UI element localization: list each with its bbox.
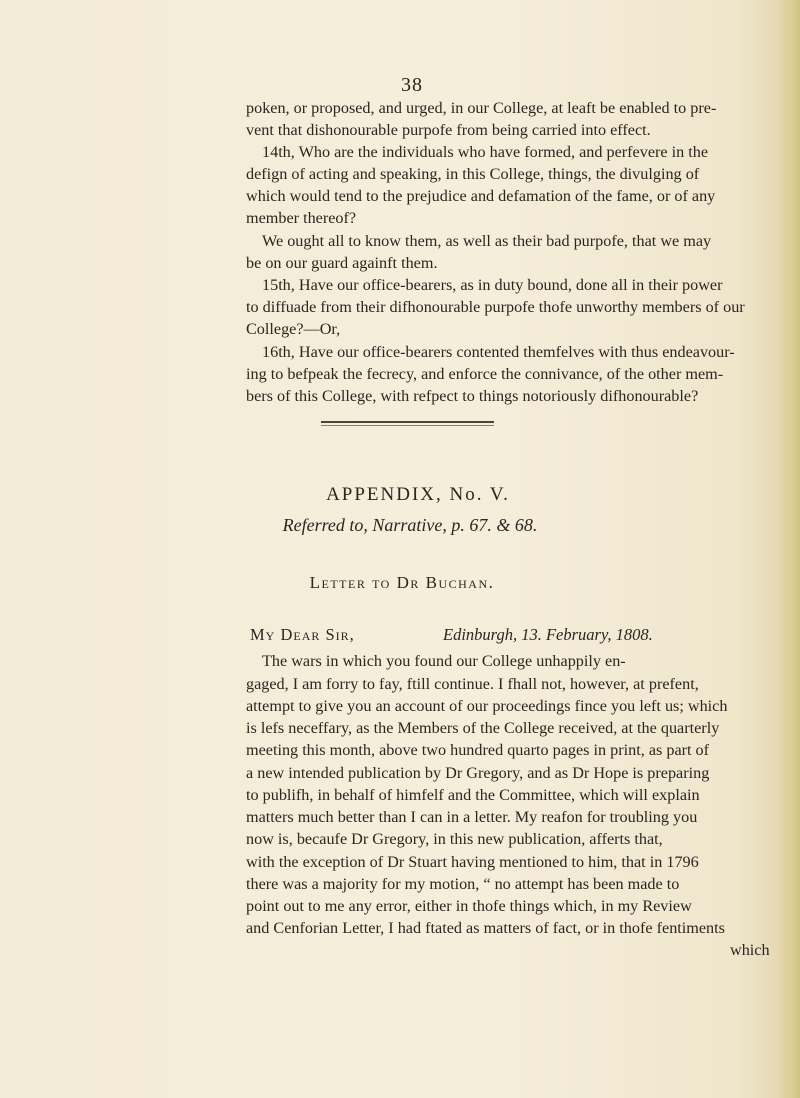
text-line: bers of this College, with refpect to things notoriously difhonourable? <box>246 387 699 405</box>
letter-title: Letter to Dr Buchan. <box>309 573 495 592</box>
text-line: a new intended publication by Dr Gregory, and as Dr Hope is preparing <box>246 764 710 782</box>
text-line: meeting this month, above two hundred quarto pages in print, as part of <box>246 741 710 759</box>
text-line: be on our guard againft them. <box>246 254 438 272</box>
text-line: The wars in which you found our College unhappily en- <box>262 652 626 670</box>
letter-dateline: Edinburgh, 13. February, 1808. <box>443 625 653 644</box>
appendix-reference: Referred to, Narrative, p. 67. & 68. <box>282 515 538 535</box>
text-line: College?—Or, <box>246 320 341 338</box>
text-line: vent that dishonourable purpofe from being carried into effect. <box>246 121 651 139</box>
text-line: to diffuade from their difhonourable purpofe thofe unworthy members of our <box>246 298 745 316</box>
text-line: point out to me any error, either in thofe things which, in my Review <box>246 897 692 915</box>
text-line: defign of acting and speaking, in this College, things, the divulging of <box>246 165 700 183</box>
text-line: member thereof? <box>246 209 357 227</box>
text-line: to publifh, in behalf of himfelf and the Committee, which will explain <box>246 786 700 804</box>
text-line: is lefs neceffary, as the Members of the College received, at the quarterly <box>246 719 720 737</box>
text-line: 14th, Who are the individuals who have formed, and perfevere in the <box>262 143 709 161</box>
text-line: matters much better than I can in a letter. My reafon for troubling you <box>246 808 698 826</box>
text-line: which would tend to the prejudice and defamation of the fame, or of any <box>246 187 716 205</box>
text-line: now is, becaufe Dr Gregory, in this new publication, afferts that, <box>246 830 663 848</box>
appendix-heading: APPENDIX, No. V. <box>326 484 510 505</box>
text-line: 15th, Have our office-bearers, as in duty bound, done all in their power <box>262 276 723 294</box>
text-line: attempt to give you an account of our proceedings fince you left us; which <box>246 697 728 715</box>
text-line: with the exception of Dr Stuart having mentioned to him, that in 1796 <box>246 853 699 871</box>
page-edge <box>778 0 800 1098</box>
text-line: We ought all to know them, as well as their bad purpofe, that we may <box>262 232 712 250</box>
letter-salutation: My Dear Sir, <box>250 625 355 644</box>
text-line: gaged, I am forry to fay, ftill continue. I fhall not, however, at prefent, <box>246 675 699 693</box>
section-divider <box>321 421 494 423</box>
text-line: there was a majority for my motion, “ no attempt has been made to <box>246 875 680 893</box>
catchword: which <box>730 941 770 959</box>
section-divider-thin <box>321 425 494 426</box>
text-line: and Cenforian Letter, I had ftated as matters of fact, or in thofe fentiments <box>246 919 725 937</box>
text-line: 16th, Have our office-bearers contented themfelves with thus endeavour- <box>262 343 735 361</box>
text-line: ing to befpeak the fecrecy, and enforce the connivance, of the other mem- <box>246 365 724 383</box>
page-number: 38 <box>401 74 423 96</box>
text-line: poken, or proposed, and urged, in our College, at leaft be enabled to pre- <box>246 99 717 117</box>
